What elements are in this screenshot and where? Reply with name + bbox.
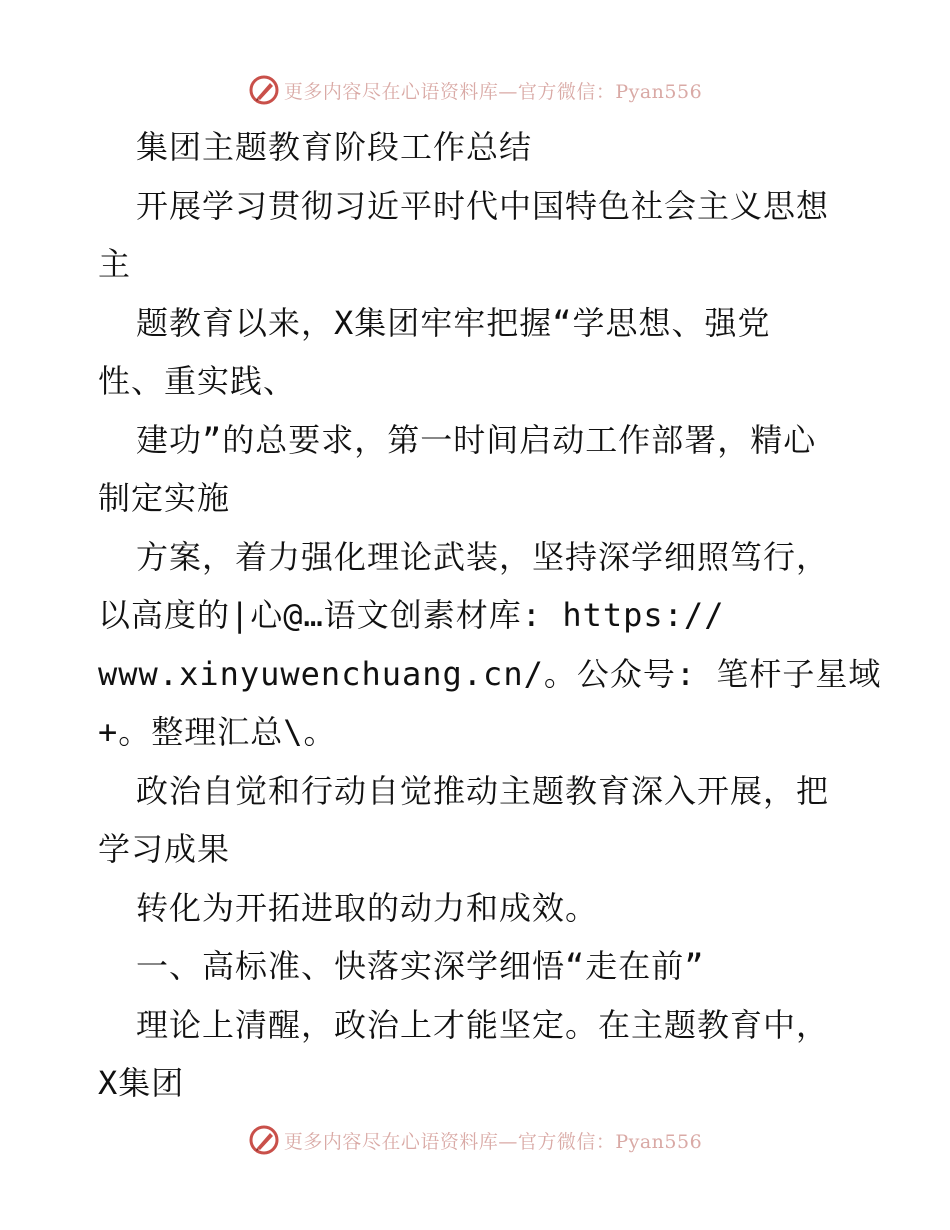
- text-line: 题教育以来，X集团牢牢把握“学思想、强党: [136, 303, 771, 342]
- text-line: 方案，着力强化理论武装，坚持深学细照笃行，: [136, 537, 830, 576]
- pen-logo-icon: [248, 1124, 280, 1156]
- document-body: [98, 118, 882, 1113]
- watermark-header: [0, 70, 950, 110]
- text-line: 理论上清醒，政治上才能坚定。在主题教育中，: [136, 1005, 830, 1044]
- text-line: 制定实施: [98, 479, 231, 517]
- text-line: X集团: [98, 1064, 185, 1102]
- text-line: 学习成果: [98, 830, 231, 868]
- text-line: 集团主题教育阶段工作总结: [136, 128, 533, 166]
- text-line: www.xinyuwenchuang.cn/。公众号: 笔杆子星域: [98, 654, 882, 693]
- text-line: 政治自觉和行动自觉推动主题教育深入开展，把: [136, 771, 830, 810]
- text-line: 性、重实践、: [98, 362, 297, 400]
- text-line: 转化为开拓进取的动力和成效。: [136, 888, 599, 927]
- pen-logo-icon: [248, 74, 280, 106]
- text-line: 开展学习贯彻习近平时代中国特色社会主义思想: [136, 186, 830, 225]
- text-line: 以高度的|心@…语文创素材库: https://: [98, 596, 725, 634]
- watermark-text: 更多内容尽在心语资料库—官方微信：Pyan556: [283, 1130, 703, 1153]
- watermark-footer: [0, 1120, 950, 1160]
- watermark-text: 更多内容尽在心语资料库—官方微信：Pyan556: [283, 80, 703, 103]
- text-line: 一、高标准、快落实深学细悟“走在前”: [136, 947, 705, 985]
- text-line: +。整理汇总\。: [98, 713, 337, 751]
- text-line: 主: [98, 245, 132, 283]
- text-line: 建功”的总要求，第一时间启动工作部署，精心: [136, 420, 817, 459]
